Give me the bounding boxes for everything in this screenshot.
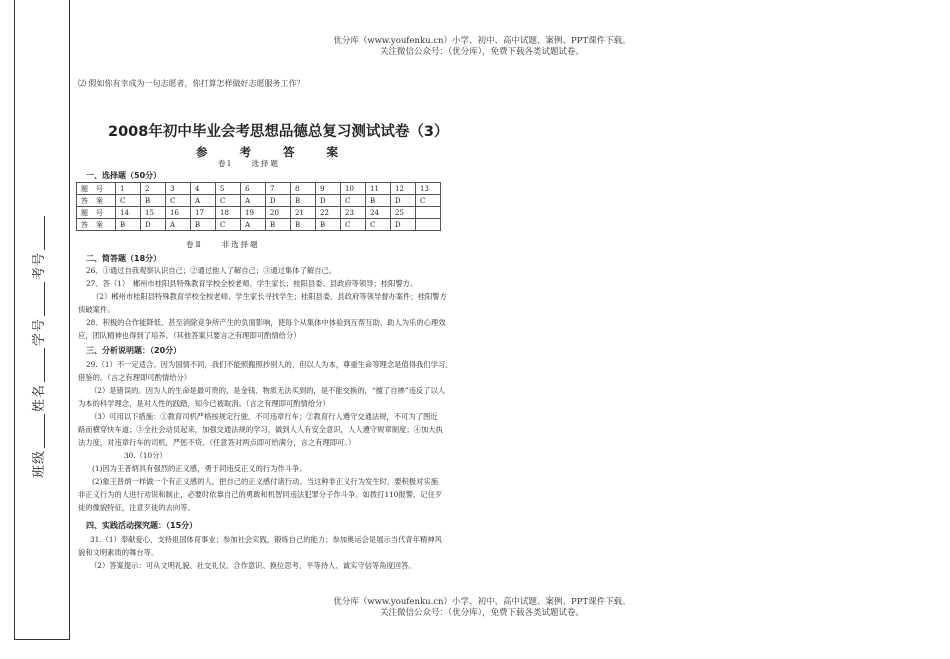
table-cell: D <box>391 219 416 231</box>
table-cell: C <box>366 219 391 231</box>
table-cell: 20 <box>266 207 291 219</box>
student-info-strip <box>22 251 62 490</box>
table-cell: C <box>416 195 441 207</box>
table-cell: 21 <box>291 207 316 219</box>
table-cell: B <box>191 219 216 231</box>
table-cell: D <box>391 195 416 207</box>
table-row-numbers-1 <box>77 183 441 195</box>
table-cell: 16 <box>166 207 191 219</box>
table-cell: 13 <box>416 183 441 195</box>
table-cell: 6 <box>241 183 266 195</box>
page-title: 2008年初中毕业会考思想品德总复习测试试卷（3） <box>108 124 449 140</box>
section2-body <box>78 264 447 342</box>
row-label-number: 题号 <box>77 183 116 195</box>
exam-id-fill-line[interactable] <box>44 216 45 250</box>
part2-label: 卷Ⅱ 非选择题 <box>186 240 260 249</box>
table-cell: 23 <box>341 207 366 219</box>
table-cell: C <box>116 195 141 207</box>
answer-line: 30.（10分） <box>124 451 167 460</box>
table-cell: C <box>341 195 366 207</box>
table-cell: A <box>241 195 266 207</box>
table-cell: A <box>191 195 216 207</box>
table-cell: 22 <box>316 207 341 219</box>
name-label: 姓名 <box>32 383 47 412</box>
student-id-label: 学号 <box>32 317 47 346</box>
table-cell: 3 <box>166 183 191 195</box>
table-cell: C <box>166 195 191 207</box>
footer-line-2: 关注微信公众号：（优分库），免费下载各类试题试卷。 <box>379 608 584 618</box>
section3-title: 三、分析说明题：（20分） <box>86 346 182 355</box>
answer-line: （2）答案提示：可从文明礼貌、社交礼仪、合作意识、换位思考、平等待人、诚实守信等角度回答。 <box>90 561 416 570</box>
answer-line: 法力度，对违章行车的司机，严惩不贷。（任意答对两点即可给满分，言之有理即可。） <box>78 438 356 447</box>
table-row-answers-1 <box>77 195 441 207</box>
table-row-numbers-2 <box>77 207 441 219</box>
table-cell: 1 <box>116 183 141 195</box>
row-label-answer: 答案 <box>77 219 116 231</box>
table-cell: B <box>316 219 341 231</box>
answer-line: 借鉴的。（言之有理即可酌情给分） <box>78 373 192 382</box>
answer-line: 为本的科学理念，是对人性的践踏，知今已被取消。（言之有理即可酌情给分） <box>78 399 330 408</box>
table-cell: 11 <box>366 183 391 195</box>
table-cell: B <box>266 219 291 231</box>
name-fill-line[interactable] <box>44 348 45 382</box>
table-cell: 24 <box>366 207 391 219</box>
row-label-number: 题号 <box>77 207 116 219</box>
answer-line: （2）郴州市桂阳县特殊教育学校全校老师、学生家长寻找学生；桂阳县委、县政府等领导督办案件；桂阳警方 <box>92 292 447 301</box>
answer-line: (2)象王普炳一样做一个有正义感的人，把自己的正义感付诸行动。当这种非正义行为发生时，要积极对实施 <box>92 477 438 486</box>
section2-title: 二、简答题（18分） <box>86 254 162 263</box>
table-cell: 10 <box>341 183 366 195</box>
table-cell: 19 <box>241 207 266 219</box>
table-cell: 14 <box>116 207 141 219</box>
table-cell: 18 <box>216 207 241 219</box>
table-cell: 15 <box>141 207 166 219</box>
table-cell: 9 <box>316 183 341 195</box>
table-cell: C <box>216 195 241 207</box>
header-line-1: 优分库（www.youfenku.cn）小学、初中、高中试题、案例、PPT课件下载。 <box>333 36 631 46</box>
table-cell: B <box>291 219 316 231</box>
table-cell: 4 <box>191 183 216 195</box>
footer-line-1: 优分库（www.youfenku.cn）小学、初中、高中试题、案例、PPT课件下载。 <box>333 597 631 607</box>
section1-title: 一、选择题（50分） <box>86 171 162 180</box>
answer-line: 貌和文明素质的舞台等。 <box>78 548 159 557</box>
answer-line: 27、答（1） 郴州市桂阳县特殊教育学校全校老师、学生家长；桂阳县委、县政府等领导；桂阳警方。 <box>86 279 418 288</box>
table-cell: D <box>316 195 341 207</box>
table-row-answers-2 <box>77 219 441 231</box>
answer-line: (1)因为王普炳具有强烈的正义感，勇于同违反正义的行为作斗争。 <box>92 464 307 473</box>
table-cell: 2 <box>141 183 166 195</box>
class-fill-line[interactable] <box>44 414 45 448</box>
table-cell: B <box>291 195 316 207</box>
exam-id-label: 考号 <box>32 251 47 280</box>
table-cell: 7 <box>266 183 291 195</box>
student-id-fill-line[interactable] <box>44 282 45 316</box>
table-cell: 17 <box>191 207 216 219</box>
table-cell: 12 <box>391 183 416 195</box>
section4-body <box>78 533 442 572</box>
table-cell: B <box>116 219 141 231</box>
table-cell: 8 <box>291 183 316 195</box>
answer-line: 26、①通过自我观察认识自己；②通过他人了解自己；③通过集体了解自己。 <box>86 266 337 275</box>
table-cell: D <box>141 219 166 231</box>
answer-line: 应，团队精神也得到了培养。（其他答案只要言之有理即可酌情给分） <box>78 331 301 340</box>
answer-line: 非正义行为的人进行劝说和制止，必要时依靠自己的勇敢和机智同违法犯罪分子作斗争。如拨打110报警，记住歹 <box>78 490 443 499</box>
table-cell: C <box>216 219 241 231</box>
answer-line: 徒的像貌特征，注意歹徒的去向等。 <box>78 503 195 512</box>
answer-line: 路而横穿快车道；③全社会动员起来，加强交通法规的学习，做到人人有安全意识，人人遵守规章制度；④加大执 <box>78 425 443 434</box>
table-cell: 25 <box>391 207 416 219</box>
page-subtitle: 参 考 答 案 <box>196 145 353 159</box>
table-cell: C <box>341 219 366 231</box>
class-label: 班级 <box>32 449 47 478</box>
table-cell: 5 <box>216 183 241 195</box>
answer-line: （2）是错误的。因为人的生命是最可贵的，是金钱、物质无法买到的，是不能交换的，“擅了自掺”违反了以人 <box>90 386 446 395</box>
answer-line: 29.（1）不一定适合。因为国情不同，我们不能照搬照抄别人的，但以人为本，尊重生命等理念是值得我们学习、 <box>86 360 453 369</box>
table-cell: A <box>166 219 191 231</box>
previous-question: ⑵ 假如你有幸成为一句志愿者，你打算怎样做好志愿服务工作？ <box>78 79 305 88</box>
table-cell: B <box>366 195 391 207</box>
row-label-answer: 答案 <box>77 195 116 207</box>
section3-body <box>78 358 453 514</box>
answer-table <box>76 182 441 231</box>
table-cell: D <box>266 195 291 207</box>
answer-line: 28、积极的合作能降低、甚至消除竞争所产生的负面影响，使每个从集体中体验到互帮互助、助人为乐的心理效 <box>86 318 446 327</box>
table-cell <box>416 219 441 231</box>
answer-line: 侦破案件。 <box>78 305 115 314</box>
table-cell <box>416 207 441 219</box>
section4-title: 四、实践活动探究题：（15分） <box>86 521 198 530</box>
table-cell: A <box>241 219 266 231</box>
page-header <box>332 36 632 58</box>
answer-line: 31.（1）奉献爱心，支持祖国体育事业；参加社会实践，锻炼自己的能力；参加奥运会是展示当代青年精神风 <box>90 535 442 544</box>
header-line-2: 关注微信公众号：（优分库），免费下载各类试题试卷。 <box>379 47 584 57</box>
part1-label: 卷Ⅰ 选择题 <box>218 159 280 168</box>
table-cell: B <box>141 195 166 207</box>
answer-line: （3）可用以下措施：①教育司机严格按规定行驶，不可违章行车；②教育行人遵守交通法规，不可为了图近 <box>90 412 438 421</box>
page-footer <box>332 597 632 619</box>
